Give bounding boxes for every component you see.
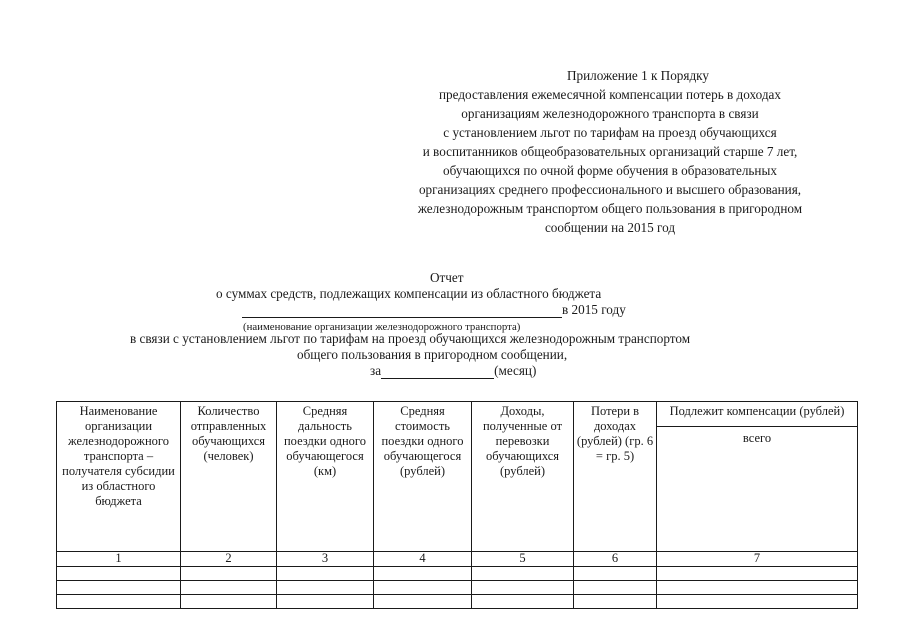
period-prefix: за xyxy=(370,363,382,378)
table-cell[interactable] xyxy=(657,581,858,595)
appendix-block xyxy=(370,66,850,237)
table-cell[interactable] xyxy=(181,581,277,595)
report-context-line-2: общего пользования в пригородном сообщении, xyxy=(297,347,568,362)
column-number: 2 xyxy=(181,552,277,567)
column-number: 7 xyxy=(657,552,858,567)
organization-line xyxy=(242,302,626,318)
table-cell[interactable] xyxy=(277,567,374,581)
table-cell[interactable] xyxy=(57,595,181,609)
column-header-average-distance: Средняя дальность поездки одного обучающегося (км) xyxy=(277,402,374,552)
table-cell[interactable] xyxy=(657,595,858,609)
appendix-line: организациям железнодорожного транспорта в связи xyxy=(461,106,759,121)
table-cell[interactable] xyxy=(374,595,472,609)
table-cell[interactable] xyxy=(57,567,181,581)
appendix-line: Приложение 1 к Порядку xyxy=(567,68,709,83)
table-cell[interactable] xyxy=(277,581,374,595)
organization-year-text: в 2015 году xyxy=(562,302,626,317)
column-header-compensation: Подлежит компенсации (рублей) xyxy=(657,402,858,427)
appendix-line: и воспитанников общеобразовательных организаций старше 7 лет, xyxy=(422,144,798,159)
column-subheader-total: всего xyxy=(657,427,858,552)
column-header-income: Доходы, полученные от перевозки обучающихся (рублей) xyxy=(472,402,574,552)
appendix-line: сообщении на 2015 год xyxy=(544,220,676,235)
column-number: 1 xyxy=(57,552,181,567)
table-cell[interactable] xyxy=(374,581,472,595)
organization-caption: (наименование организации железнодорожного транспорта) xyxy=(243,321,521,333)
column-header-average-cost: Средняя стоимость поездки одного обучающегося (рублей) xyxy=(374,402,472,552)
column-header-students-count: Количество отправленных обучающихся (человек) xyxy=(181,402,277,552)
report-title: Отчет xyxy=(430,270,464,285)
table-cell[interactable] xyxy=(574,567,657,581)
organization-blank-field[interactable] xyxy=(242,305,562,318)
table-cell[interactable] xyxy=(472,581,574,595)
column-number: 4 xyxy=(374,552,472,567)
period-line xyxy=(370,363,536,379)
table-cell[interactable] xyxy=(277,595,374,609)
table-cell[interactable] xyxy=(574,581,657,595)
table-cell[interactable] xyxy=(181,595,277,609)
column-number: 3 xyxy=(277,552,374,567)
appendix-line: железнодорожным транспортом общего пользования в пригородном xyxy=(417,201,803,216)
period-suffix: (месяц) xyxy=(494,363,537,378)
report-table xyxy=(56,401,858,609)
table-cell[interactable] xyxy=(657,567,858,581)
column-header-losses: Потери в доходах (рублей) (гр. 6 = гр. 5) xyxy=(574,402,657,552)
appendix-line: обучающихся по очной форме обучения в образовательных xyxy=(443,163,777,178)
table-cell[interactable] xyxy=(472,567,574,581)
table-row xyxy=(57,567,858,581)
appendix-line: предоставления ежемесячной компенсации потерь в доходах xyxy=(439,87,781,102)
column-header-organization: Наименование организации железнодорожного транспорта – получателя субсидии из областного бюджета xyxy=(57,402,181,552)
table-cell[interactable] xyxy=(57,581,181,595)
column-number: 5 xyxy=(472,552,574,567)
column-number: 6 xyxy=(574,552,657,567)
report-context-line-1: в связи с установлением льгот по тарифам на проезд обучающихся железнодорожным транспортом xyxy=(130,331,691,346)
report-subtitle: о суммах средств, подлежащих компенсации из областного бюджета xyxy=(216,286,602,301)
month-blank-field[interactable] xyxy=(381,366,494,379)
table-cell[interactable] xyxy=(574,595,657,609)
appendix-line: с установлением льгот по тарифам на проезд обучающихся xyxy=(443,125,777,140)
column-number-row xyxy=(57,552,858,567)
table-cell[interactable] xyxy=(472,595,574,609)
table-row xyxy=(57,581,858,595)
appendix-line: организациях среднего профессионального и высшего образования, xyxy=(418,182,802,197)
table-row xyxy=(57,595,858,609)
table-cell[interactable] xyxy=(181,567,277,581)
table-cell[interactable] xyxy=(374,567,472,581)
